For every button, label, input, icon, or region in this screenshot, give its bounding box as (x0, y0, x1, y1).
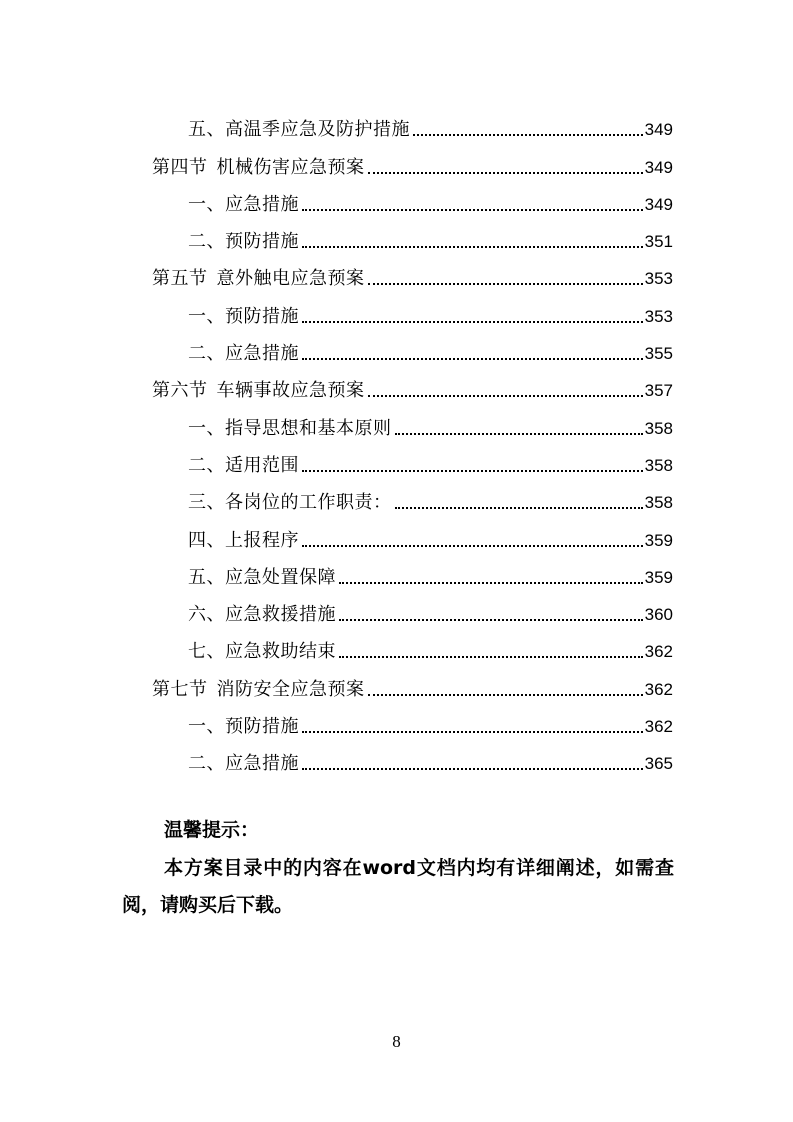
toc-section-entry[interactable] (152, 252, 673, 289)
toc-entry-title: 二、应急措施 (188, 343, 299, 365)
toc-entry-title: 四、上报程序 (188, 529, 299, 551)
toc-entry[interactable] (152, 551, 673, 588)
toc-entry-title: 五、高温季应急及防护措施 (188, 119, 410, 141)
toc-dot-leader (302, 730, 643, 733)
toc-page-number: 360 (644, 605, 673, 625)
toc-page-number: 358 (644, 455, 673, 475)
toc-page-number: 349 (644, 120, 673, 140)
toc-entry[interactable] (152, 439, 673, 476)
toc-entry-title (152, 381, 365, 401)
toc-dot-leader (302, 245, 643, 248)
toc-entry[interactable] (152, 401, 673, 438)
toc-page-number: 349 (644, 194, 673, 214)
toc-entry[interactable] (152, 103, 673, 140)
toc-dot-leader (302, 544, 643, 547)
toc-dot-leader (339, 581, 643, 584)
toc-entry-title (152, 680, 365, 700)
toc-page-number: 359 (644, 567, 673, 587)
toc-dot-leader (302, 320, 643, 323)
toc-dot-leader (339, 655, 643, 658)
toc-page-number: 349 (644, 157, 673, 177)
toc-entry[interactable] (152, 476, 673, 513)
toc-entry[interactable] (152, 588, 673, 625)
toc-entry-title: 二、应急措施 (188, 753, 299, 775)
toc-entry-title: 六、应急救援措施 (188, 604, 336, 626)
toc-dot-leader (368, 693, 643, 696)
toc-entry-title: 三、各岗位的工作职责： (188, 492, 392, 514)
toc-page-number: 358 (644, 418, 673, 438)
toc-dot-leader (302, 469, 643, 472)
toc-entry-title: 二、适用范围 (188, 454, 299, 476)
toc-dot-leader (395, 506, 643, 509)
toc-page-number: 357 (644, 381, 673, 401)
toc-section-name: 意外触电应急预案 (216, 268, 365, 290)
toc-dot-leader (368, 282, 643, 285)
toc-section-number: 第七节 (152, 678, 208, 700)
notice-title: 温馨提示： (164, 819, 260, 841)
toc-entry-title: 七、应急救助结束 (188, 641, 336, 663)
toc-dot-leader (368, 394, 643, 397)
toc-page-number: 362 (644, 642, 673, 662)
toc-page-number: 362 (644, 679, 673, 699)
page-number: 8 (392, 1032, 401, 1051)
toc-entry-title: 一、应急措施 (188, 193, 299, 215)
toc-entry[interactable] (152, 737, 673, 774)
table-of-contents (152, 103, 673, 774)
toc-page-number: 359 (644, 530, 673, 550)
toc-section-name: 机械伤害应急预案 (216, 156, 365, 178)
toc-page-number: 353 (644, 306, 673, 326)
toc-entry[interactable] (152, 513, 673, 550)
toc-page-number: 358 (644, 493, 673, 513)
toc-entry-title (152, 269, 365, 289)
toc-entry-title: 一、预防措施 (188, 305, 299, 327)
toc-section-number: 第四节 (152, 156, 208, 178)
toc-section-number: 第五节 (152, 268, 208, 290)
toc-dot-leader (413, 133, 643, 136)
toc-dot-leader (339, 618, 643, 621)
toc-entry-title: 一、指导思想和基本原则 (188, 417, 392, 439)
toc-entry-title: 一、预防措施 (188, 716, 299, 738)
toc-entry[interactable] (152, 327, 673, 364)
toc-entry[interactable] (152, 625, 673, 662)
toc-entry-title: 五、应急处置保障 (188, 566, 336, 588)
toc-section-name: 消防安全应急预案 (216, 678, 365, 700)
toc-page-number: 351 (644, 232, 673, 252)
notice-block (122, 812, 674, 924)
toc-entry[interactable] (152, 215, 673, 252)
toc-dot-leader (368, 171, 643, 174)
toc-dot-leader (302, 767, 643, 770)
toc-section-entry[interactable] (152, 140, 673, 177)
toc-dot-leader (395, 432, 643, 435)
toc-section-entry[interactable] (152, 662, 673, 699)
toc-section-entry[interactable] (152, 364, 673, 401)
toc-section-number: 第六节 (152, 380, 208, 402)
toc-entry-title: 二、预防措施 (188, 231, 299, 253)
notice-body: 本方案目录中的内容在word文档内均有详细阐述，如需查阅，请购买后下载。 (122, 857, 674, 916)
toc-entry[interactable] (152, 700, 673, 737)
toc-entry[interactable] (152, 178, 673, 215)
toc-section-name: 车辆事故应急预案 (216, 380, 365, 402)
toc-page-number: 355 (644, 344, 673, 364)
toc-page-number: 353 (644, 269, 673, 289)
toc-entry-title (152, 158, 365, 178)
toc-dot-leader (302, 357, 643, 360)
toc-dot-leader (302, 208, 643, 211)
toc-entry[interactable] (152, 289, 673, 326)
toc-page-number: 365 (644, 754, 673, 774)
toc-page-number: 362 (644, 717, 673, 737)
